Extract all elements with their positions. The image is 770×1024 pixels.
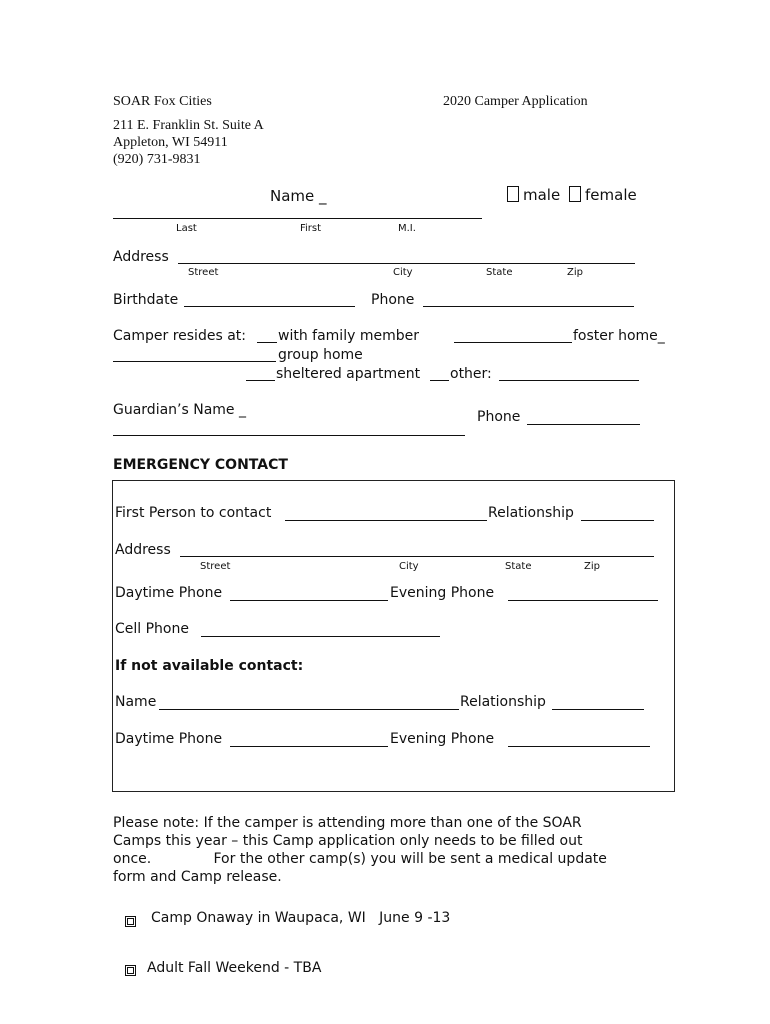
document-title: 2020 Camper Application bbox=[443, 94, 588, 109]
guardian-phone-label: Phone bbox=[477, 409, 521, 425]
camper-address-field[interactable] bbox=[178, 263, 635, 264]
address-line-2: Appleton, WI 54911 bbox=[113, 135, 228, 150]
guardian-phone-field[interactable] bbox=[527, 424, 640, 425]
daytime-phone-field[interactable] bbox=[230, 600, 388, 601]
alt-name-field[interactable] bbox=[159, 709, 459, 710]
birthdate-field[interactable] bbox=[184, 306, 355, 307]
sex-female-label: female bbox=[585, 186, 637, 204]
addr-sub-street: Street bbox=[188, 267, 219, 278]
camper-phone-field[interactable] bbox=[423, 306, 634, 307]
note-paragraph: Please note: If the camper is attending more than one of the SOAR Camps this year – this Camp application only needs to be filled out once. For the other camp(s) you will be sent a medical update form and Camp release. bbox=[113, 815, 607, 885]
address-line-1: 211 E. Franklin St. Suite A bbox=[113, 118, 264, 133]
emergency-sub-city: City bbox=[399, 561, 419, 572]
camper-name-label: Name _ bbox=[270, 187, 327, 205]
org-name: SOAR Fox Cities bbox=[113, 94, 212, 109]
sex-male-label: male bbox=[523, 186, 561, 204]
addr-sub-zip: Zip bbox=[567, 267, 583, 278]
first-person-label: First Person to contact bbox=[115, 505, 272, 521]
org-phone: (920) 731-9831 bbox=[113, 152, 201, 167]
resides-sheltered-label: sheltered apartment bbox=[276, 366, 421, 382]
emergency-address-field[interactable] bbox=[180, 556, 654, 557]
resides-group-field[interactable] bbox=[113, 361, 276, 362]
resides-group-label: group home bbox=[278, 347, 363, 363]
relationship-label: Relationship bbox=[488, 505, 574, 521]
addr-sub-city: City bbox=[393, 267, 413, 278]
alt-evening-phone-label: Evening Phone bbox=[390, 731, 495, 747]
alt-relationship-field[interactable] bbox=[552, 709, 644, 710]
emergency-heading: EMERGENCY CONTACT bbox=[113, 457, 288, 473]
name-sub-first: First bbox=[300, 223, 322, 234]
first-person-field[interactable] bbox=[285, 520, 487, 521]
emergency-address-label: Address bbox=[115, 542, 171, 558]
relationship-field[interactable] bbox=[581, 520, 654, 521]
addr-sub-state: State bbox=[486, 267, 513, 278]
resides-family-field[interactable] bbox=[257, 342, 277, 343]
evening-phone-label: Evening Phone bbox=[390, 585, 495, 601]
resides-family-label: with family member bbox=[278, 328, 419, 344]
daytime-phone-label: Daytime Phone bbox=[115, 585, 223, 601]
camp-onaway-checkbox[interactable] bbox=[125, 916, 136, 927]
camper-name-field[interactable] bbox=[113, 218, 482, 219]
resides-foster-label: foster home_ bbox=[573, 328, 665, 344]
resides-sheltered-field[interactable] bbox=[246, 380, 275, 381]
checkbox-icon[interactable] bbox=[569, 186, 581, 202]
alt-daytime-phone-label: Daytime Phone bbox=[115, 731, 223, 747]
resides-label: Camper resides at: bbox=[113, 328, 246, 344]
cell-phone-label: Cell Phone bbox=[115, 621, 189, 637]
guardian-name-field[interactable] bbox=[113, 435, 465, 436]
guardian-name-label: Guardian’s Name _ bbox=[113, 402, 246, 418]
resides-other-field[interactable] bbox=[499, 380, 639, 381]
camp-onaway-label: Camp Onaway in Waupaca, WI June 9 -13 bbox=[151, 910, 451, 926]
name-sub-mi: M.I. bbox=[398, 223, 416, 234]
camper-phone-label: Phone bbox=[371, 292, 415, 308]
alt-name-label: Name bbox=[115, 694, 157, 710]
checkbox-icon[interactable] bbox=[507, 186, 519, 202]
birthdate-label: Birthdate bbox=[113, 292, 179, 308]
resides-other-check-field[interactable] bbox=[430, 380, 449, 381]
emergency-sub-state: State bbox=[505, 561, 532, 572]
adult-fall-weekend-checkbox[interactable] bbox=[125, 965, 136, 976]
name-sub-last: Last bbox=[176, 223, 197, 234]
sex-female-option[interactable] bbox=[569, 186, 637, 204]
camper-address-label: Address bbox=[113, 249, 169, 265]
emergency-sub-zip: Zip bbox=[584, 561, 600, 572]
resides-other-label: other: bbox=[450, 366, 492, 382]
evening-phone-field[interactable] bbox=[508, 600, 658, 601]
resides-foster-field[interactable] bbox=[454, 342, 572, 343]
alt-evening-phone-field[interactable] bbox=[508, 746, 650, 747]
sex-male-option[interactable] bbox=[507, 186, 560, 204]
adult-fall-weekend-label: Adult Fall Weekend - TBA bbox=[147, 960, 322, 976]
alt-contact-heading: If not available contact: bbox=[115, 658, 304, 674]
emergency-sub-street: Street bbox=[200, 561, 231, 572]
alt-daytime-phone-field[interactable] bbox=[230, 746, 388, 747]
alt-relationship-label: Relationship bbox=[460, 694, 546, 710]
cell-phone-field[interactable] bbox=[201, 636, 440, 637]
